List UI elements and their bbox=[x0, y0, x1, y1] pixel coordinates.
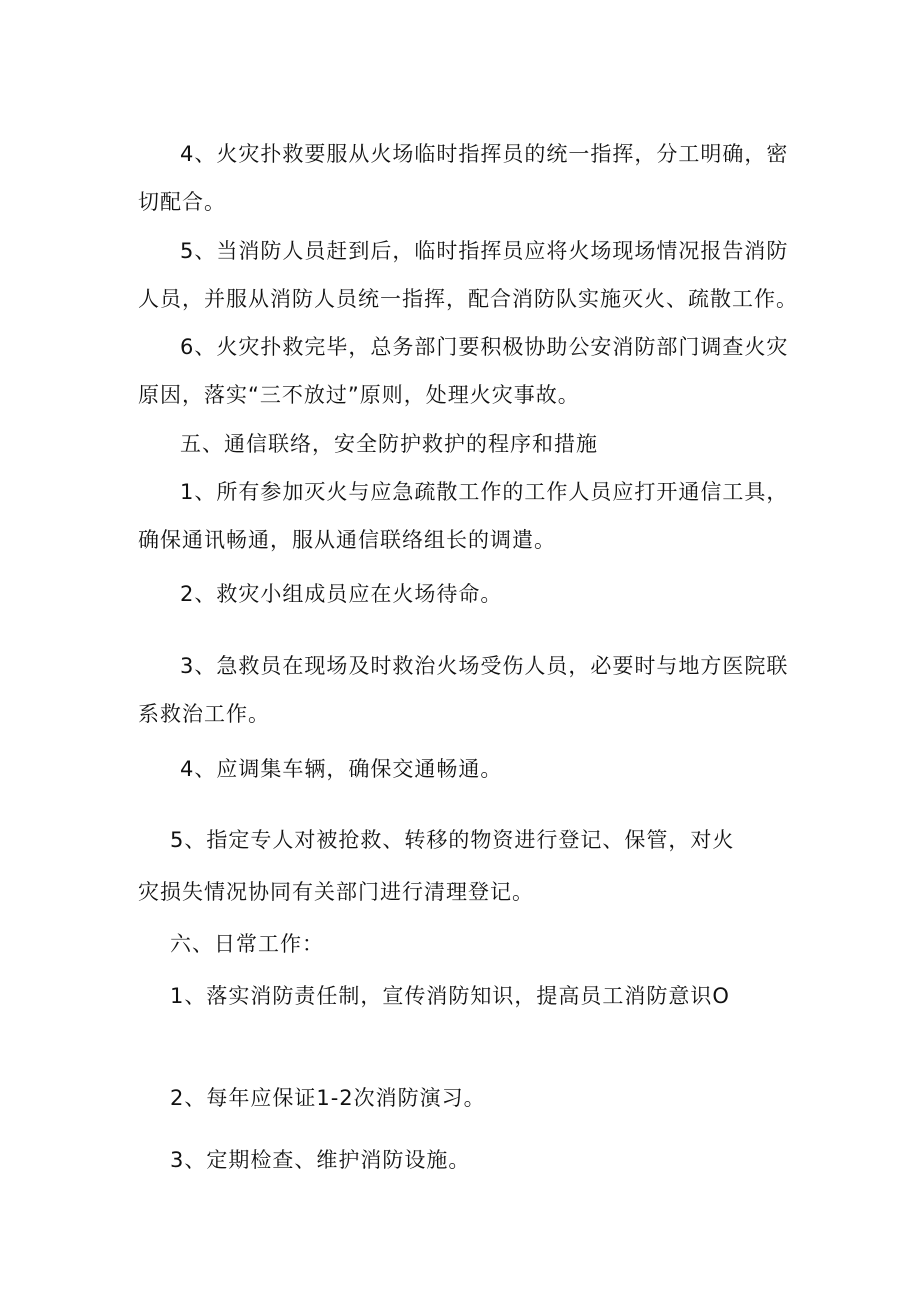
text-line: 3、定期检查、维护消防设施。 bbox=[170, 1148, 471, 1172]
text-line: 原因，落实“三不放过”原则，处理火灾事故。 bbox=[138, 383, 580, 407]
section-heading: 五、通信联络，安全防护救护的程序和措施 bbox=[180, 432, 598, 456]
text-line: 4、应调集车辆，确保交通畅通。 bbox=[180, 757, 503, 781]
section-heading: 六、日常工作： bbox=[170, 932, 324, 956]
text-line: 1、落实消防责任制，宣传消防知识，提高员工消防意识O bbox=[170, 984, 730, 1008]
text-line: 1、所有参加灭火与应急疏散工作的工作人员应打开通信工具， bbox=[180, 480, 789, 504]
text-line: 2、救灾小组成员应在火场待命。 bbox=[180, 582, 503, 606]
text-line: 5、指定专人对被抢救、转移的物资进行登记、保管，对火 bbox=[170, 828, 735, 852]
text-line: 切配合。 bbox=[138, 190, 226, 214]
text-line: 确保通讯畅通，服从通信联络组长的调遣。 bbox=[138, 528, 556, 552]
text-line: 人员，并服从消防人员统一指挥，配合消防队实施灭火、疏散工作。 bbox=[138, 287, 798, 311]
text-line: 6、火灾扑救完毕，总务部门要积极协助公安消防部门调查火灾 bbox=[180, 335, 789, 359]
text-line: 5、当消防人员赶到后，临时指挥员应将火场现场情况报告消防 bbox=[180, 239, 789, 263]
text-line: 4、火灾扑救要服从火场临时指挥员的统一指挥，分工明确，密 bbox=[180, 142, 789, 166]
text-line: 系救治工作。 bbox=[138, 702, 270, 726]
text-line: 3、急救员在现场及时救治火场受伤人员，必要时与地方医院联 bbox=[180, 654, 789, 678]
text-line: 灾损失情况协同有关部门进行清理登记。 bbox=[138, 880, 534, 904]
text-line: 2、每年应保证1-2次消防演习。 bbox=[170, 1086, 486, 1110]
